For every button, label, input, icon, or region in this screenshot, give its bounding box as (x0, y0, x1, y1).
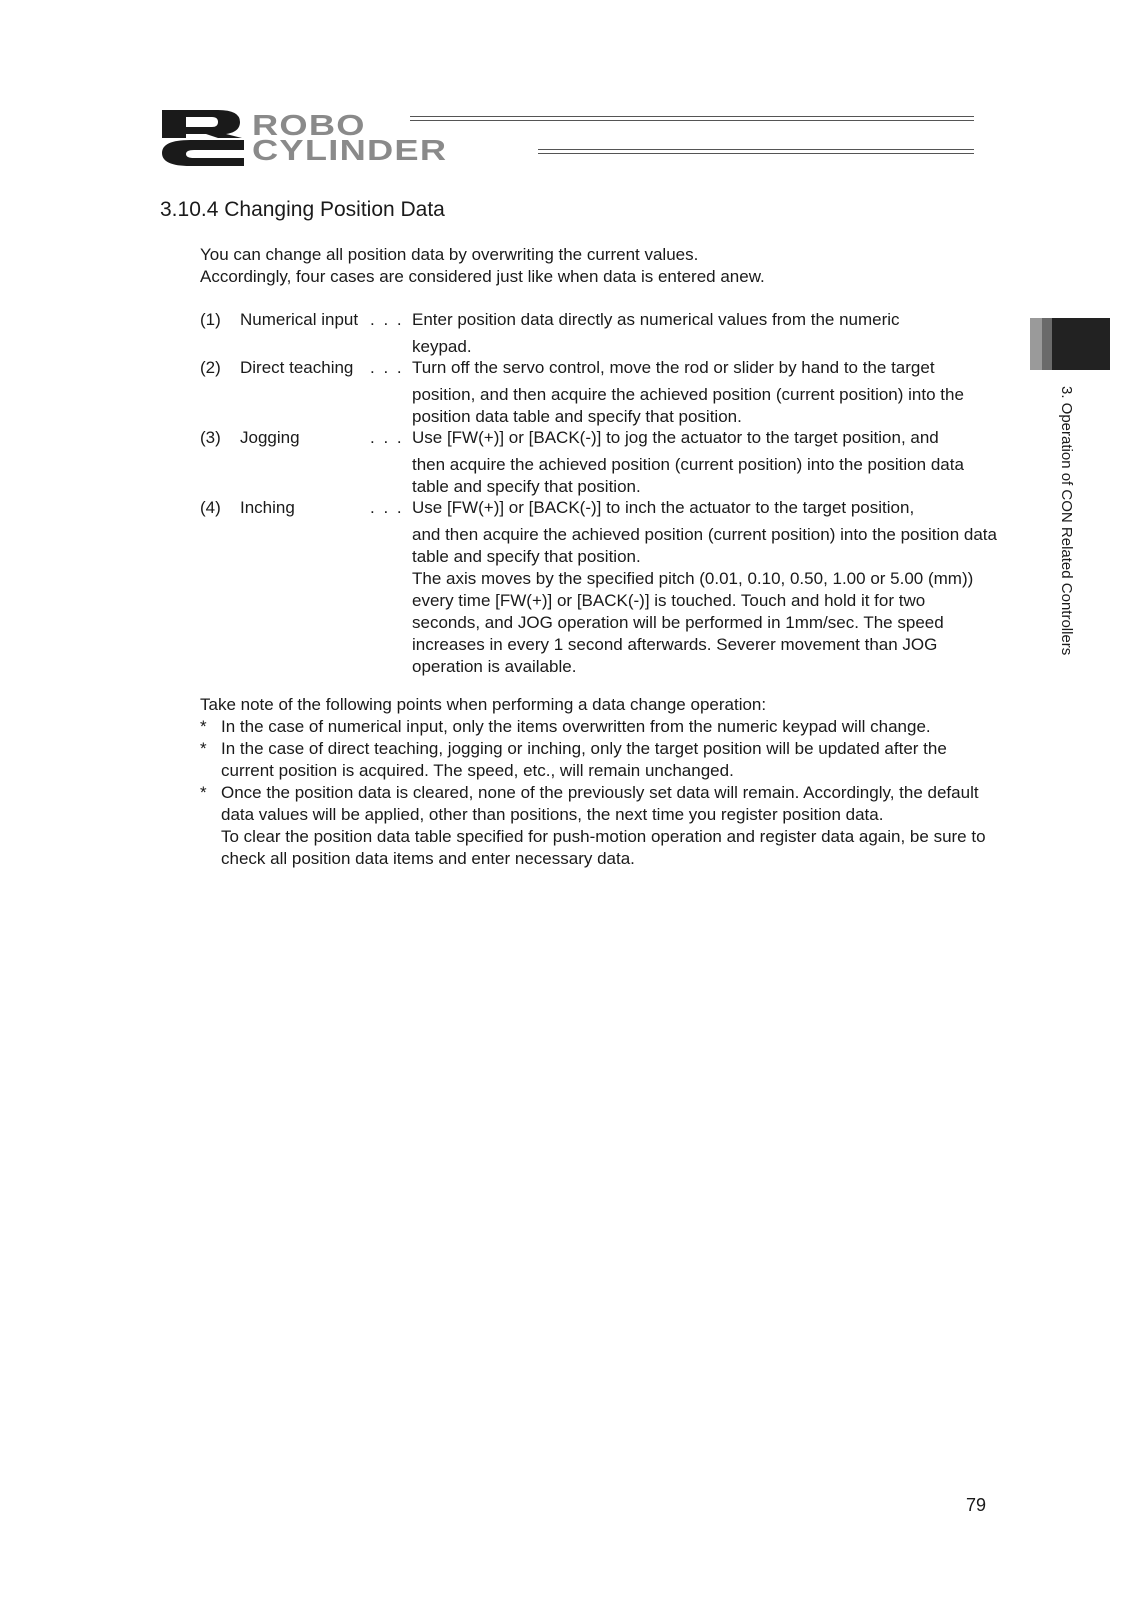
case-dots: . . . (370, 428, 404, 447)
chapter-tab (1030, 318, 1110, 370)
chapter-tab-stripe (1042, 318, 1052, 370)
case-label: Inching (240, 498, 295, 517)
page-number: 79 (966, 1495, 987, 1515)
note-item (200, 782, 1000, 826)
case-description-line1: Use [FW(+)] or [BACK(-)] to inch the actuator to the target position, (412, 498, 915, 517)
case-dots: . . . (370, 498, 404, 517)
header-rule-top-2 (410, 120, 974, 121)
case-number: (3) (200, 428, 221, 447)
case-description-rest: position, and then acquire the achieved position (current position) into the position data table and specify that position. (412, 385, 964, 426)
case-label: Numerical input (240, 310, 359, 329)
case-description (412, 497, 997, 678)
note-text: In the case of direct teaching, jogging or inching, only the target position will be updated after the current position is acquired. The speed, etc., will remain unchanged. (221, 739, 947, 780)
intro-line: You can change all position data by overwriting the current values. (200, 245, 699, 264)
note-text: Once the position data is cleared, none of the previously set data will remain. Accordingly, the default data values will be applied, other than positions, the next time you register position data. (221, 783, 979, 824)
case-number: (2) (200, 358, 221, 377)
header-rule-bottom-2 (538, 153, 974, 154)
chapter-side-label: 3. Operation of CON Related Controllers (1058, 386, 1075, 656)
case-label: Jogging (240, 428, 300, 447)
header-rule-bottom-1 (538, 149, 974, 150)
case-description (412, 357, 997, 428)
chapter-tab-stripe (1030, 318, 1042, 370)
case-description-line1: Turn off the servo control, move the rod or slider by hand to the target (412, 358, 935, 377)
case-number: (1) (200, 310, 221, 329)
rc-logo-mark (160, 108, 246, 166)
case-dots: . . . (370, 310, 404, 329)
intro-paragraph (200, 244, 1000, 288)
case-description (412, 309, 997, 358)
asterisk-bullet: * (200, 717, 207, 736)
case-description-extra: The axis moves by the specified pitch (0.01, 0.10, 0.50, 1.00 or 5.00 (mm)) every time [FW(+)] or [BACK(-)] is touched. Touch and hold it for two seconds, and JOG operation will be performed in 1mm/sec. The speed increases in every 1 second afterwards. Severer movement than JOG operation is available. (412, 569, 974, 676)
case-description (412, 427, 997, 498)
case-number: (4) (200, 498, 221, 517)
case-description-rest: keypad. (412, 337, 472, 356)
note-continuation (200, 826, 1000, 870)
asterisk-bullet: * (200, 783, 207, 802)
chapter-tab-block (1052, 318, 1110, 370)
notes-section (200, 694, 1000, 870)
case-dots: . . . (370, 358, 404, 377)
logo-word-cylinder: CYLINDER (252, 135, 448, 167)
case-description-rest: and then acquire the achieved position (current position) into the position data table and specify that position. (412, 525, 997, 566)
robo-cylinder-logo (160, 108, 990, 168)
logo-word-robo: ROBO (252, 110, 366, 142)
header-rule-top-1 (410, 116, 974, 117)
note-text: In the case of numerical input, only the items overwritten from the numeric keypad will change. (221, 717, 931, 736)
case-description-line1: Use [FW(+)] or [BACK(-)] to jog the actuator to the target position, and (412, 428, 939, 447)
asterisk-bullet: * (200, 739, 207, 758)
note-text: To clear the position data table specified for push-motion operation and register data again, be sure to check all position data items and enter necessary data. (221, 827, 986, 868)
intro-line: Accordingly, four cases are considered just like when data is entered anew. (200, 267, 765, 286)
note-item (200, 716, 1000, 738)
case-description-rest: then acquire the achieved position (current position) into the position data table and specify that position. (412, 455, 964, 496)
section-title: 3.10.4 Changing Position Data (160, 198, 445, 221)
case-label: Direct teaching (240, 358, 354, 377)
note-item (200, 738, 1000, 782)
case-description-line1: Enter position data directly as numerical values from the numeric (412, 310, 900, 329)
notes-intro: Take note of the following points when performing a data change operation: (200, 695, 767, 714)
